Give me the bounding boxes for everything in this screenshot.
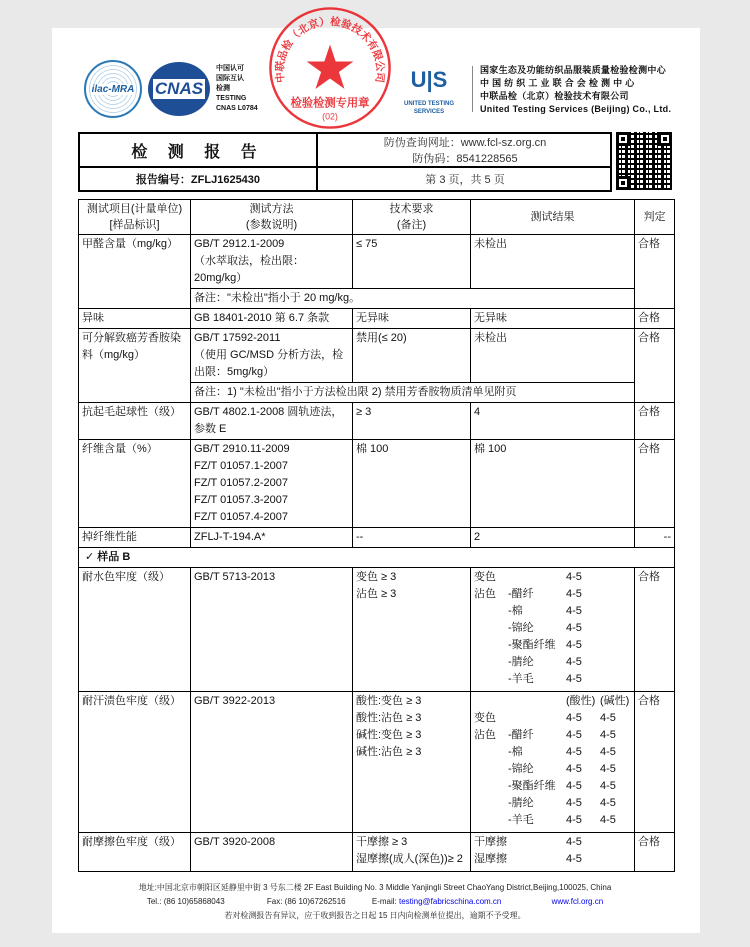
verdict: 合格 [635,568,675,692]
result-cell: 4-5 [566,656,582,668]
result-cell: -棉 [508,746,523,758]
result-cell: 4-5 [600,746,616,758]
test-item: 掉纤维性能 [79,528,191,548]
result-cell [508,569,566,586]
result-cell [474,693,508,710]
verdict: 合格 [635,235,675,309]
test-item: 甲醛含量（mg/kg） [79,235,191,309]
result-cell [474,671,508,688]
stamp-bottom-text: 检验检测专用章 [290,97,370,110]
org-line: 中 国 纺 织 工 业 联 合 会 检 测 中 心 [480,78,635,88]
requirement: 棉 100 [353,440,471,528]
column-header: 判定 [635,200,675,235]
result-cell: 4-5 [566,780,582,792]
test-item: 耐摩擦色牢度（级） [79,833,191,872]
verdict: 合格 [635,833,675,872]
result-cell: 4-5 [566,673,582,685]
test-method: GB/T 5713-2013 [191,568,353,692]
org-line: 国家生态及功能纺织品服装质量检验检测中心 [480,65,667,75]
qr-code[interactable] [616,132,672,190]
result-cell [508,834,566,851]
result: 未检出 [471,235,635,289]
result-cell: -腈纶 [508,656,534,668]
result-cell [600,603,630,620]
result-cell: 4-5 [566,763,582,775]
org-line: 中联品检（北京）检验技术有限公司 [480,91,629,101]
result [471,833,635,872]
result-cell: -锦纶 [508,763,534,775]
verify-code: 防伪码：8541228565 [412,153,518,165]
website-link[interactable]: www.fcl.org.cn [551,897,604,906]
logo-divider [472,66,473,112]
result-cell [474,778,508,795]
table-row [79,309,675,329]
cnas-line: 检测 [216,85,230,92]
column-header: 测试项目(计量单位) [样品标识] [79,200,191,235]
column-header: 测试结果 [471,200,635,235]
result-cell: 4-5 [566,588,582,600]
result-cell: -聚酯纤维 [508,639,556,651]
note: 备注："未检出"指小于 20 mg/kg。 [191,289,635,309]
result-cell: -醋纤 [508,588,534,600]
result [471,568,635,692]
requirement: 禁用(≤ 20) [353,329,471,383]
requirement: 无异味 [353,309,471,329]
verify-info [318,134,612,168]
stamp-code: (02) [322,111,338,122]
table-row [79,235,675,289]
table-row [79,440,675,528]
result-cell: 4-5 [600,814,616,826]
test-method: GB 18401-2010 第 6.7 条款 [191,309,353,329]
result-cell [474,620,508,637]
org-name [480,64,671,116]
result-cell: 4-5 [566,605,582,617]
table-row [79,329,675,383]
test-method: GB/T 4802.1-2008 圆轨迹法，参数 E [191,403,353,440]
test-item: 异味 [79,309,191,329]
result-cell [474,603,508,620]
requirement: ≥ 3 [353,403,471,440]
result-cell: 干摩擦 [474,836,507,848]
result [471,692,635,833]
page-indicator: 第 3 页，共 5 页 [425,174,505,186]
verdict: 合格 [635,692,675,833]
result-cell [600,637,630,654]
report-header [78,132,612,192]
result-cell: 4-5 [600,797,616,809]
footer-address: 地址:中国北京市朝阳区延静里中街 3 号东二楼 2F East Building No. 3 Middle Yanjingli Street ChaoYang District,Beijing,100025, China [138,883,612,892]
table-row [79,833,675,872]
result-cell [600,851,630,868]
result-cell: -羊毛 [508,673,534,685]
result: 棉 100 [471,440,635,528]
result-cell [474,812,508,829]
result-cell: -棉 [508,605,523,617]
result-cell [600,671,630,688]
test-item: 耐水色牢度（级） [79,568,191,692]
result-cell [600,654,630,671]
uts-logo: U|S UNITED TESTING SERVICES [403,67,454,115]
footer-contact [0,896,750,908]
result-cell: 4-5 [566,729,582,741]
verdict: 合格 [635,329,675,403]
result-cell [508,693,566,710]
result-cell: -羊毛 [508,814,534,826]
result-cell: 4-5 [566,712,582,724]
test-method: GB/T 3920-2008 [191,833,353,872]
requirement: 干摩擦 ≥ 3 湿摩擦(成人(深色))≥ 2 [353,833,471,872]
result: 4 [471,403,635,440]
result: 无异味 [471,309,635,329]
requirement: 变色 ≥ 3 沾色 ≥ 3 [353,568,471,692]
requirement: -- [353,528,471,548]
result-cell: 4-5 [566,836,582,848]
result-cell [474,654,508,671]
column-header: 测试方法 (参数说明) [191,200,353,235]
table-row [79,403,675,440]
cnas-logo: CNAS [148,62,210,116]
result: 2 [471,528,635,548]
verdict: 合格 [635,403,675,440]
result-cell: -腈纶 [508,797,534,809]
test-method: ZFLJ-T-194.A* [191,528,353,548]
result-cell: -醋纤 [508,729,534,741]
requirement: ≤ 75 [353,235,471,289]
result-cell: 4-5 [600,780,616,792]
result-cell: 4-5 [600,763,616,775]
result-cell: 4-5 [566,814,582,826]
result-cell [600,620,630,637]
result-cell: 4-5 [566,853,582,865]
stamp-ring-text: 中联品检（北京）检验技术有限公司 [275,16,385,84]
column-header: 技术要求 (备注) [353,200,471,235]
table-row [79,692,675,833]
result-cell [600,586,630,603]
test-method: GB/T 2912.1-2009 （水萃取法，检出限：20mg/kg） [191,235,353,289]
result-cell: 4-5 [600,729,616,741]
test-item: 抗起毛起球性（级） [79,403,191,440]
report-number: 报告编号：ZFLJ1625430 [80,168,318,190]
result-cell [474,761,508,778]
result-cell: 4-5 [566,571,582,583]
result-cell [474,744,508,761]
result-cell: 沾色 [474,588,496,600]
result-cell [474,637,508,654]
verdict: 合格 [635,309,675,329]
result-cell: (碱性) [600,695,630,707]
result-cell [600,569,630,586]
footer-notice: 若对检测报告有异议，应于收到报告之日起 15 日内向检测单位提出，逾期不予受理。 [224,911,526,920]
result-cell [474,795,508,812]
test-method: GB/T 3922-2013 [191,692,353,833]
email-label: E-mail: [371,897,399,906]
ilac-mra-logo: ilac-MRA [84,60,142,118]
verdict: 合格 [635,440,675,528]
requirement: 酸性:变色 ≥ 3 酸性:沾色 ≥ 3 碱性:变色 ≥ 3 碱性:沾色 ≥ 3 [353,692,471,833]
result-cell [508,710,566,727]
cnas-line: 中国认可 [216,65,244,72]
sample-row [79,548,675,568]
result-cell: 4-5 [566,746,582,758]
report-title: 检 测 报 告 [80,134,318,168]
footer-fax: Fax: (86 10)67262516 [266,897,346,906]
result-cell: 4-5 [600,712,616,724]
test-method: GB/T 2910.11-2009 FZ/T 01057.1-2007 FZ/T 01057.2-2007 FZ/T 01057.3-2007 FZ/T 01057.4-2007 [191,440,353,528]
results-table [78,199,675,872]
result-cell: 4-5 [566,622,582,634]
result-cell: 湿摩擦 [474,853,507,865]
result: 未检出 [471,329,635,383]
result-cell: -聚酯纤维 [508,780,556,792]
star-icon [307,45,354,89]
cnas-line: CNAS L0784 [216,105,258,112]
test-item: 可分解致癌芳香胺染料（mg/kg） [79,329,191,403]
result-cell: 4-5 [566,639,582,651]
org-line: United Testing Services (Beijing) Co., Ltd. [480,104,672,114]
test-item: 耐汗渍色牢度（级） [79,692,191,833]
cnas-line: TESTING [216,95,247,102]
test-method: GB/T 17592-2011 （使用 GC/MSD 分析方法，检出限：5mg/kg） [191,329,353,383]
result-cell: -锦纶 [508,622,534,634]
footer-tel: Tel.: (86 10)65868043 [146,897,225,906]
note: 备注：1) "未检出"指小于方法检出限 2) 禁用芳香胺物质清单见附页 [191,383,635,403]
result-cell: 变色 [474,712,496,724]
table-row [79,568,675,692]
sample-b-label: ✓ 样品 B [79,548,675,568]
result-cell [508,851,566,868]
cnas-text [216,64,258,114]
result-cell: 变色 [474,571,496,583]
verify-url[interactable]: 防伪查询网址：www.fcl-sz.org.cn [383,137,547,149]
verdict: -- [635,528,675,548]
result-cell [600,834,630,851]
cnas-line: 国际互认 [216,75,244,82]
result-cell: (酸性) [566,695,596,707]
test-item: 纤维含量（%） [79,440,191,528]
email-link[interactable]: testing@fabricschina.com.cn [398,897,502,906]
result-cell: 4-5 [566,797,582,809]
result-cell: 沾色 [474,729,496,741]
official-stamp [268,6,392,130]
table-row [79,528,675,548]
